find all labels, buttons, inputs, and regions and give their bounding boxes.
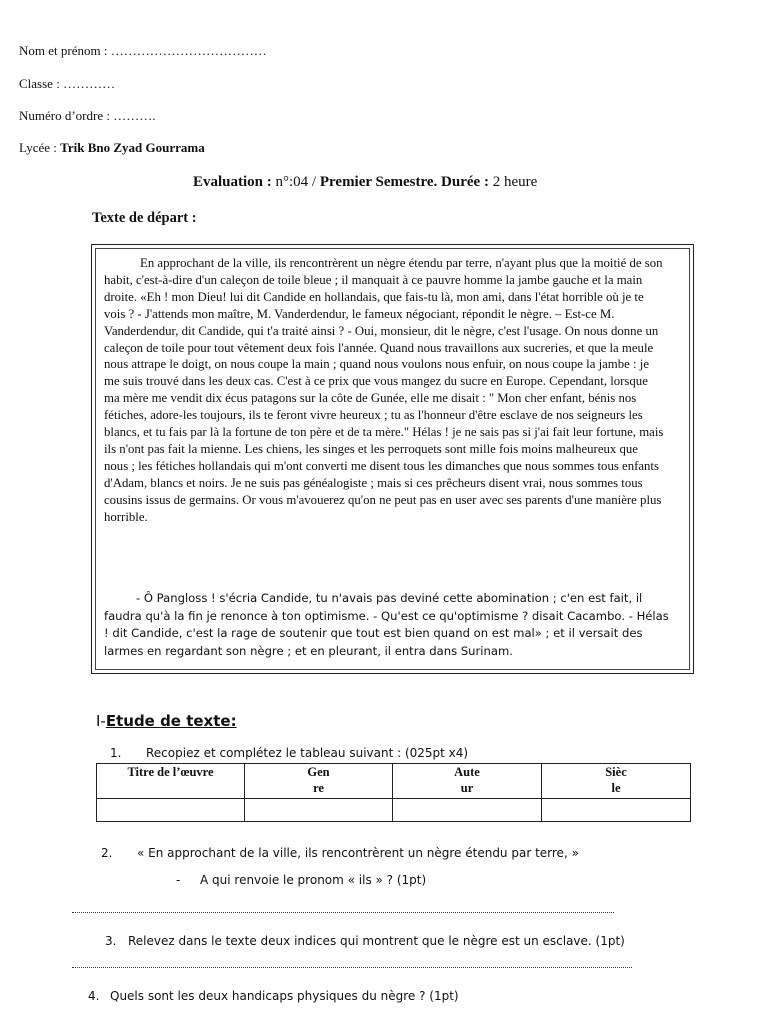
question-1-number: 1. bbox=[110, 746, 122, 760]
answer-table bbox=[96, 763, 691, 822]
question-4-number: 4. bbox=[88, 989, 100, 1003]
numero-line bbox=[19, 108, 155, 124]
lycee-line bbox=[19, 140, 205, 156]
texte-depart-heading: Texte de départ : bbox=[92, 210, 197, 226]
nom-line bbox=[19, 43, 267, 59]
nom-field[interactable]: ……………………………… bbox=[110, 43, 267, 58]
lycee-value: Trik Bno Zyad Gourrama bbox=[60, 140, 205, 155]
question-1-text: Recopiez et complétez le tableau suivant : (025pt x4) bbox=[146, 746, 469, 760]
evaluation-number: n°:04 / bbox=[271, 174, 320, 190]
table-header-row bbox=[97, 764, 691, 799]
answer-line-q2[interactable] bbox=[72, 912, 614, 913]
table-header-cell: Titre de l’œuvre bbox=[97, 764, 245, 799]
section-title bbox=[96, 712, 237, 730]
table-header-cell: Gen re bbox=[245, 764, 393, 799]
question-4 bbox=[88, 989, 459, 1003]
section-title-text: Etude de texte: bbox=[105, 712, 237, 730]
question-4-text: Quels sont les deux handicaps physiques du nègre ? (1pt) bbox=[110, 989, 459, 1003]
section-prefix: I- bbox=[96, 712, 106, 730]
question-3-text: Relevez dans le texte deux indices qui montrent que le nègre est un esclave. (1pt) bbox=[128, 934, 625, 948]
question-2-number: 2. bbox=[101, 846, 113, 860]
answer-line-q3[interactable] bbox=[72, 967, 632, 968]
evaluation-semester: Premier Semestre. Durée : bbox=[319, 174, 489, 190]
evaluation-label: Evaluation : bbox=[193, 174, 272, 190]
evaluation-duration: 2 heure bbox=[488, 174, 538, 190]
classe-field[interactable]: ………… bbox=[63, 76, 116, 91]
numero-field[interactable]: ………. bbox=[113, 108, 156, 123]
table-answer-cell[interactable] bbox=[97, 799, 245, 822]
question-2 bbox=[101, 846, 579, 860]
passage-paragraph-2 bbox=[104, 590, 669, 660]
classe-line bbox=[19, 76, 115, 92]
evaluation-line bbox=[193, 174, 537, 191]
table-header-cell: Aute ur bbox=[393, 764, 542, 799]
table-row bbox=[97, 799, 691, 822]
classe-label: Classe : bbox=[19, 76, 60, 91]
question-2-sub-text: A qui renvoie le pronom « ils » ? (1pt) bbox=[200, 873, 427, 887]
passage-inner-border bbox=[95, 248, 690, 670]
numero-label: Numéro d’ordre : bbox=[19, 108, 110, 123]
question-2-sub-dash: - bbox=[176, 873, 181, 887]
table-answer-cell[interactable] bbox=[542, 799, 691, 822]
question-2-text: « En approchant de la ville, ils rencontrèrent un nègre étendu par terre, » bbox=[137, 846, 579, 860]
nom-label: Nom et prénom : bbox=[19, 43, 108, 58]
passage-paragraph-1 bbox=[104, 255, 664, 526]
lycee-label: Lycée : bbox=[19, 140, 57, 155]
paragraph-1-text: En approchant de la ville, ils rencontrèrent un nègre étendu par terre, n'ayant plus que la moitié de son habit, c'est-à-dire d'un caleçon de toile bleue ; il manquait à ce pauvre homme la jambe gauche et la main droite. «Eh ! mon Dieu! lui dit Candide en hollandais, que fais-tu là, mon ami, dans l'état horrible où je te vois ? - J'attends mon maître, M. Vanderdendur, le fameux négociant, répondit le nègre. – Est-ce M. Vanderdendur, dit Candide, qui t'a traité ainsi ? - Oui, monsieur, dit le nègre, c'est l'usage. On nous donne un caleçon de toile pour tout vêtement deux fois l'année. Quand nous travaillons aux sucreries, et que la meule nous attrape le doigt, on nous coupe la main ; quand nous voulons nous enfuir, on nous coupe la jambe : je me suis trouvé dans les deux cas. C'est à ce prix que vous mangez du sucre en Europe. Cependant, lorsque ma mère me vendit dix écus patagons sur la côte de Gunée, elle me disait : " Mon cher enfant, bénis nos fétiches, adore-les toujours, ils te feront vivre heureux ; tu as l'honneur d'être esclave de nos seigneurs les blancs, et tu fais par là la fortune de ton père et de ta mère." Hélas ! je ne sais pas si j'ai fait leur fortune, mais ils n'ont pas fait la mienne. Les chiens, les singes et les perroquets sont mille fois moins malheureux que nous ; les fétiches hollandais qui m'ont converti me disent tous les dimanches que nous sommes tous enfants d'Adam, blancs et noirs. Je ne suis pas généalogiste ; mais si ces prêcheurs disent vrai, nous sommes tous cousins issus de germains. Or vous m'avouerez qu'on ne peut pas en user avec ses parents d'une manière plus horrible. bbox=[104, 256, 664, 524]
question-3 bbox=[105, 934, 625, 948]
question-1 bbox=[110, 746, 468, 760]
question-3-number: 3. bbox=[105, 934, 117, 948]
passage-box bbox=[91, 244, 694, 674]
table-answer-cell[interactable] bbox=[393, 799, 542, 822]
table-header-cell: Sièc le bbox=[542, 764, 691, 799]
table-answer-cell[interactable] bbox=[245, 799, 393, 822]
paragraph-2-text: - Ô Pangloss ! s'écria Candide, tu n'avais pas deviné cette abomination ; c'en est fait, il faudra qu'à la fin je renonce à ton optimisme. - Qu'est ce qu'optimisme ? disait Cacambo. - Hélas ! dit Candide, c'est la rage de soutenir que tout est bien quand on est mal» ; et il versait des larmes en regardant son nègre ; et en pleurant, il entra dans Surinam. bbox=[104, 591, 669, 658]
question-2-sub bbox=[176, 873, 426, 887]
